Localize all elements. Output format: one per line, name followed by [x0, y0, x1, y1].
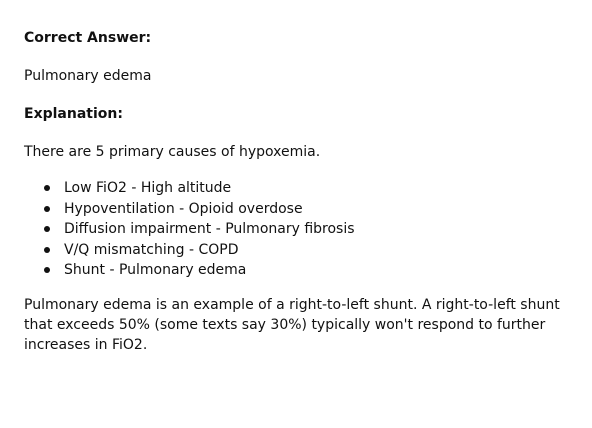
list-item — [24, 199, 580, 220]
list-item — [24, 260, 580, 281]
explanation-heading: Explanation: — [24, 106, 123, 122]
bullet-icon — [44, 185, 50, 191]
correct-answer-heading: Correct Answer: — [24, 30, 152, 46]
correct-answer-text: Pulmonary edema — [24, 68, 152, 84]
bullet-icon — [44, 247, 50, 253]
bullet-icon — [44, 267, 50, 273]
list-item — [24, 240, 580, 261]
list-item — [24, 219, 580, 240]
explanation-intro: There are 5 primary causes of hypoxemia. — [24, 144, 321, 160]
list-item-text: V/Q mismatching - COPD — [64, 241, 239, 258]
list-item — [24, 178, 580, 199]
list-item-text: Diffusion impairment - Pulmonary fibrosis — [64, 221, 355, 237]
explanation-summary: Pulmonary edema is an example of a right-to-left shunt. A right-to-left shunt that exceeds 50% (some texts say 30%) typically won't respond to further increases in FiO2. — [24, 296, 560, 353]
list-item-text: Hypoventilation - Opioid overdose — [64, 200, 303, 217]
bullet-icon — [44, 226, 50, 232]
bullet-icon — [44, 206, 50, 212]
explanation-panel — [24, 28, 580, 355]
list-item-text: Low FiO2 - High altitude — [64, 180, 232, 196]
list-item-text: Shunt - Pulmonary edema — [64, 262, 247, 278]
causes-list — [24, 178, 580, 281]
